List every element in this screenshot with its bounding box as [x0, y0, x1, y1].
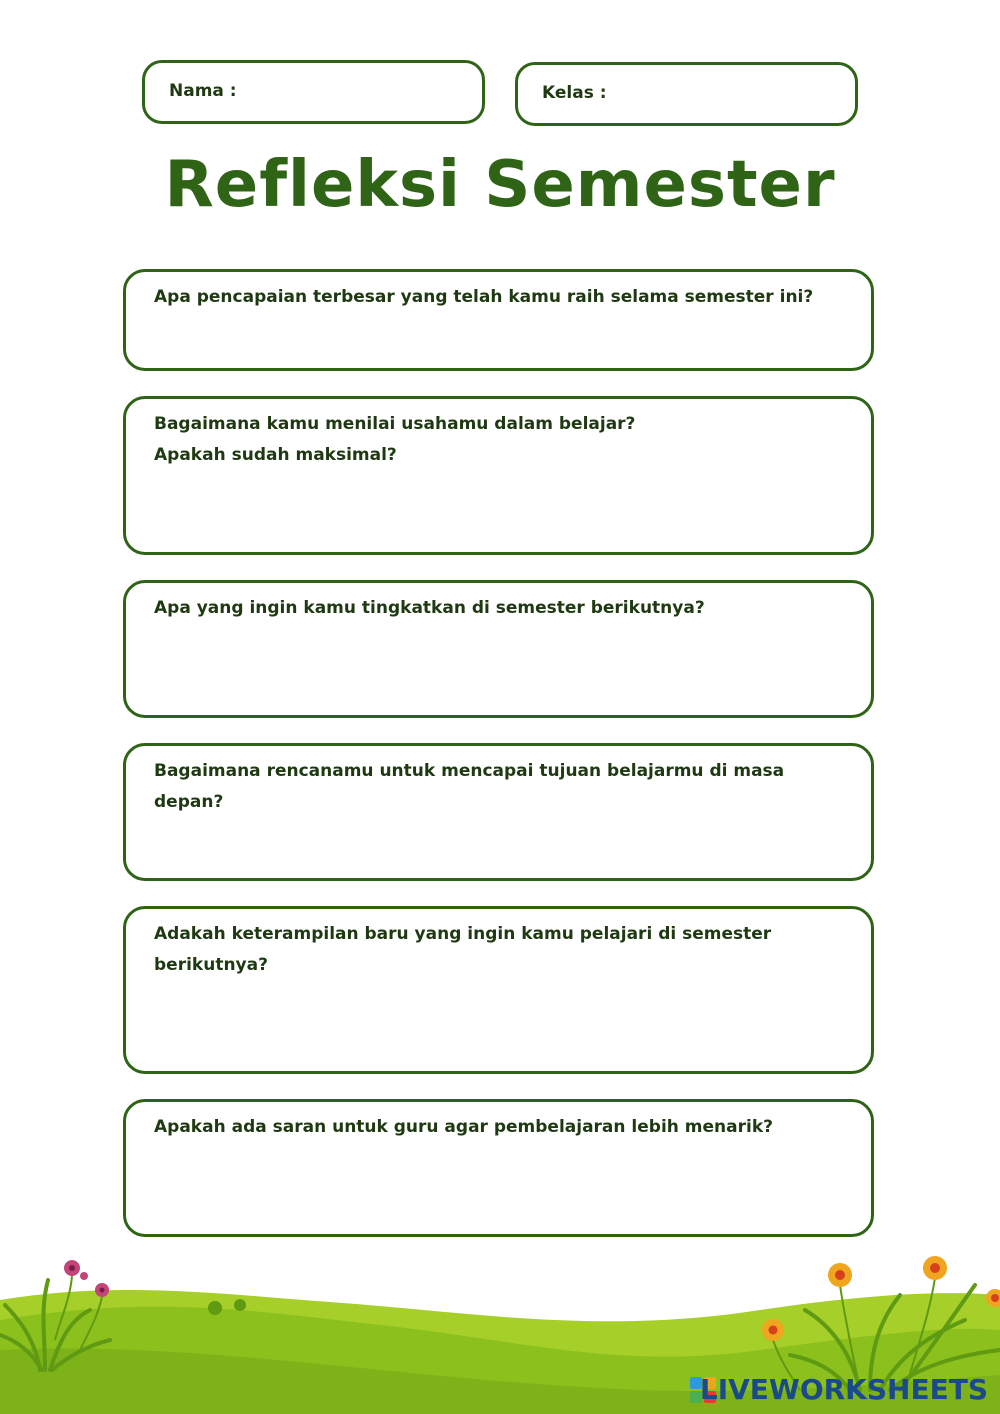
bush-icon: [208, 1301, 222, 1315]
answer-input-6[interactable]: [154, 1156, 843, 1220]
answer-input-1[interactable]: [154, 320, 843, 354]
answer-input-3[interactable]: [154, 637, 843, 701]
brand-wordmark: LIVEWORKSHEETS: [699, 1373, 988, 1406]
question-box-5: [123, 906, 874, 1074]
question-text-3: Apa yang ingin kamu tingkatkan di semester berikutnya?: [154, 598, 705, 618]
question-box-4: [123, 743, 874, 881]
kelas-field: [515, 62, 858, 126]
nama-input[interactable]: [245, 75, 466, 111]
pink-flower-icon: [80, 1272, 88, 1280]
answer-input-2[interactable]: [154, 484, 843, 538]
question-box-3: [123, 580, 874, 718]
question-box-2: [123, 396, 874, 555]
bush-icon: [234, 1299, 246, 1311]
kelas-input[interactable]: [618, 77, 839, 113]
question-text-5: Adakah keterampilan baru yang ingin kamu pelajari di semester berikutnya?: [154, 924, 772, 975]
nama-field: [142, 60, 485, 124]
question-text-4: Bagaimana rencanamu untuk mencapai tujuan belajarmu di masa depan?: [154, 761, 785, 812]
kelas-label: Kelas :: [542, 83, 607, 103]
question-box-1: [123, 269, 874, 371]
page-title: Refleksi Semester: [164, 148, 836, 222]
question-text-6: Apakah ada saran untuk guru agar pembelajaran lebih menarik?: [154, 1117, 773, 1137]
nama-label: Nama :: [169, 81, 237, 101]
question-box-6: [123, 1099, 874, 1237]
question-text-1: Apa pencapaian terbesar yang telah kamu raih selama semester ini?: [154, 287, 814, 307]
answer-input-4[interactable]: [154, 800, 843, 864]
answer-input-5[interactable]: [154, 993, 843, 1057]
question-text-2: Bagaimana kamu menilai usahamu dalam belajar? Apakah sudah maksimal?: [154, 414, 636, 465]
